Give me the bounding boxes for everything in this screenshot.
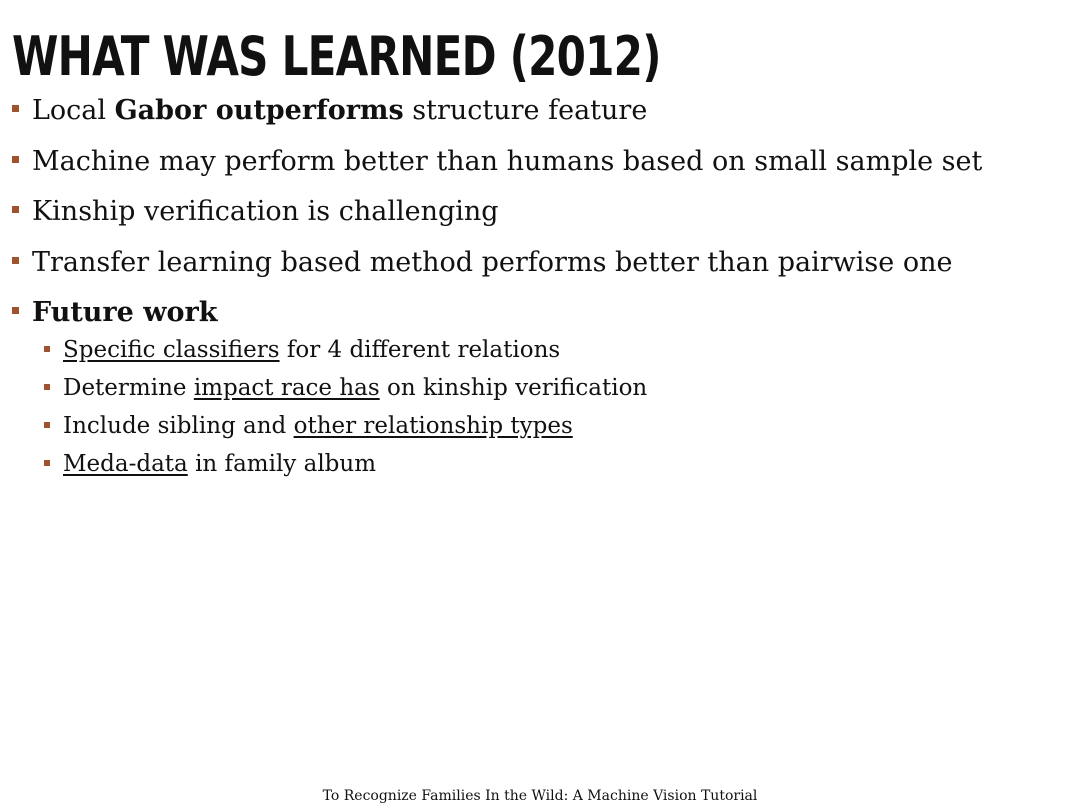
sub-bullet-text-post: in family album (187, 451, 377, 477)
bullet-text: Transfer learning based method performs better than pairwise one (32, 247, 953, 278)
bullet-text-post: structure feature (403, 95, 648, 126)
sub-bullet-classifiers (44, 335, 560, 365)
bullet-text-bold: Future work (32, 297, 218, 328)
bullet-machine (12, 145, 982, 179)
slide-footer: To Recognize Families In the Wild: A Machine Vision Tutorial (322, 788, 758, 804)
bullet-text: Machine may perform better than humans based on small sample set (32, 146, 983, 177)
bullet-text: Kinship verification is challenging (32, 196, 499, 227)
sub-bullet-text-pre: Include sibling and (63, 413, 294, 439)
sub-bullet-text-post: on kinship verification (379, 375, 648, 401)
bullet-future-work (12, 296, 217, 330)
sub-bullet-marker-icon (44, 384, 50, 390)
sub-bullet-text-underlined: impact race has (193, 375, 380, 401)
bullet-kinship (12, 195, 499, 229)
bullet-gabor (12, 94, 647, 128)
bullet-marker-icon (12, 105, 19, 112)
sub-bullet-marker-icon (44, 422, 50, 428)
slide-title: WHAT WAS LEARNED (2012) (12, 25, 661, 88)
sub-bullet-metadata (44, 449, 376, 479)
sub-bullet-text-underlined: Meda-data (63, 451, 188, 477)
bullet-marker-icon (12, 307, 19, 314)
bullet-text-bold: Gabor outperforms (114, 95, 404, 126)
sub-bullet-sibling (44, 411, 573, 441)
sub-bullet-race (44, 373, 647, 403)
sub-bullet-text-underlined: Specific classifiers (63, 337, 280, 363)
bullet-marker-icon (12, 156, 19, 163)
bullet-marker-icon (12, 257, 19, 264)
sub-bullet-marker-icon (44, 346, 50, 352)
bullet-text-pre: Local (32, 95, 115, 126)
bullet-transfer (12, 246, 952, 280)
sub-bullet-text-pre: Determine (63, 375, 194, 401)
sub-bullet-text-post: for 4 different relations (279, 337, 561, 363)
sub-bullet-marker-icon (44, 460, 50, 466)
bullet-marker-icon (12, 206, 19, 213)
sub-bullet-text-underlined: other relationship types (293, 413, 573, 439)
